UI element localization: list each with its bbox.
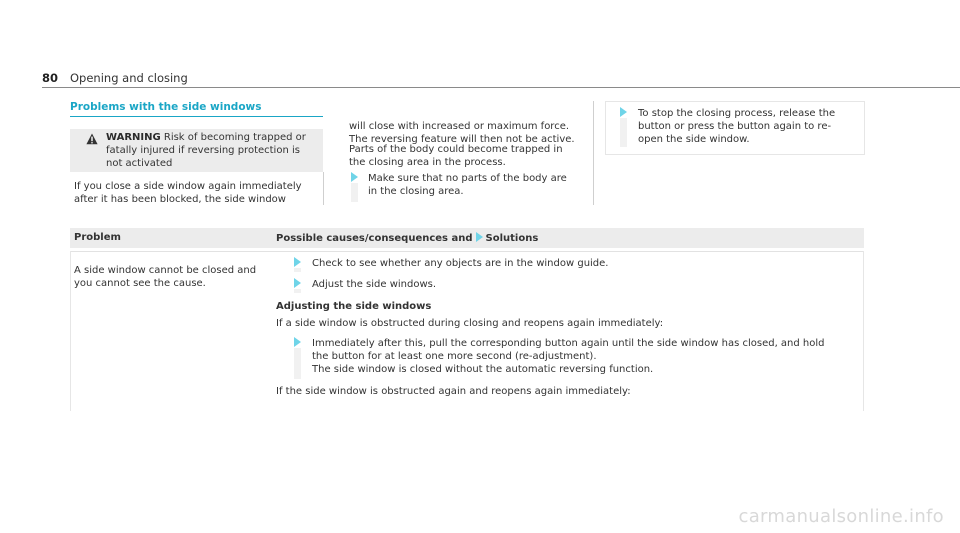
header-solutions-label: Solutions bbox=[485, 233, 539, 244]
step-arrow-icon bbox=[294, 337, 301, 347]
solution-intro: If a side window is obstructed during closing and reopens again immediately: bbox=[276, 318, 664, 329]
solution-step-3 bbox=[312, 337, 857, 376]
solution-final: If the side window is obstructed again and reopens again immediately: bbox=[276, 386, 631, 397]
step-stripe bbox=[351, 183, 358, 202]
table-row-divider bbox=[70, 251, 864, 252]
step-arrow-icon bbox=[294, 278, 301, 288]
step-stripe bbox=[294, 348, 301, 379]
table-right-border bbox=[863, 251, 864, 411]
col2-line-3: Parts of the body could become trapped in bbox=[349, 144, 563, 155]
warning-label: WARNING bbox=[106, 132, 161, 143]
step-arrow-icon bbox=[620, 107, 627, 117]
column-divider-2 bbox=[593, 101, 594, 205]
solution-step-1: Check to see whether any objects are in the window guide. bbox=[312, 258, 609, 269]
problem-line-2: you cannot see the cause. bbox=[74, 278, 206, 289]
step3-line-2: the button for at least one more second (re-adjustment). bbox=[312, 351, 597, 362]
warning-triangle-icon bbox=[86, 133, 98, 145]
col2-line-1: will close with increased or maximum force. bbox=[349, 121, 570, 132]
table-header-solutions bbox=[276, 232, 538, 244]
step-stripe bbox=[294, 289, 301, 293]
solution-step-2: Adjust the side windows. bbox=[312, 279, 437, 290]
col1-line-2: after it has been blocked, the side window bbox=[74, 194, 286, 205]
table-left-border bbox=[70, 251, 71, 411]
header-arrow-icon bbox=[476, 232, 483, 242]
column-divider-1 bbox=[323, 172, 324, 205]
col2-line-2: The reversing feature will then not be active. bbox=[349, 134, 575, 145]
col2-paragraph-2 bbox=[349, 143, 581, 169]
col2-step-line-1: Make sure that no parts of the body are bbox=[368, 173, 567, 184]
warning-line-2: fatally injured if reversing protection is bbox=[106, 145, 300, 156]
warning-text bbox=[106, 131, 314, 170]
col1-paragraph bbox=[74, 180, 322, 206]
col1-line-1: If you close a side window again immediately bbox=[74, 181, 302, 192]
step-stripe bbox=[294, 268, 301, 272]
col2-line-4: the closing area in the process. bbox=[349, 157, 506, 168]
col2-step bbox=[368, 172, 583, 198]
watermark: carmanualsonline.info bbox=[738, 506, 944, 527]
page-number: 80 bbox=[42, 71, 59, 85]
section-title: Problems with the side windows bbox=[70, 101, 262, 113]
section-title-rule bbox=[70, 116, 323, 117]
header-causes-label: Possible causes/consequences and bbox=[276, 233, 473, 244]
table-header-problem: Problem bbox=[74, 232, 121, 243]
col3-step bbox=[638, 107, 858, 146]
header-rule bbox=[42, 87, 960, 88]
warning-line-3: not activated bbox=[106, 158, 173, 169]
col2-step-line-2: in the closing area. bbox=[368, 186, 464, 197]
col3-step-line-3: open the side window. bbox=[638, 134, 750, 145]
solution-subheading: Adjusting the side windows bbox=[276, 301, 432, 312]
step-stripe bbox=[620, 118, 627, 147]
warning-line-1: Risk of becoming trapped or bbox=[160, 132, 306, 143]
step-arrow-icon bbox=[351, 172, 358, 182]
step3-line-3: The side window is closed without the automatic reversing function. bbox=[312, 364, 654, 375]
problem-line-1: A side window cannot be closed and bbox=[74, 265, 257, 276]
step3-line-1: Immediately after this, pull the corresponding button again until the side window has closed, and hold bbox=[312, 338, 825, 349]
col3-step-line-1: To stop the closing process, release the bbox=[638, 108, 836, 119]
col3-step-line-2: button or press the button again to re- bbox=[638, 121, 832, 132]
page-title: Opening and closing bbox=[70, 71, 188, 85]
step-arrow-icon bbox=[294, 257, 301, 267]
table-problem-cell bbox=[74, 264, 264, 290]
